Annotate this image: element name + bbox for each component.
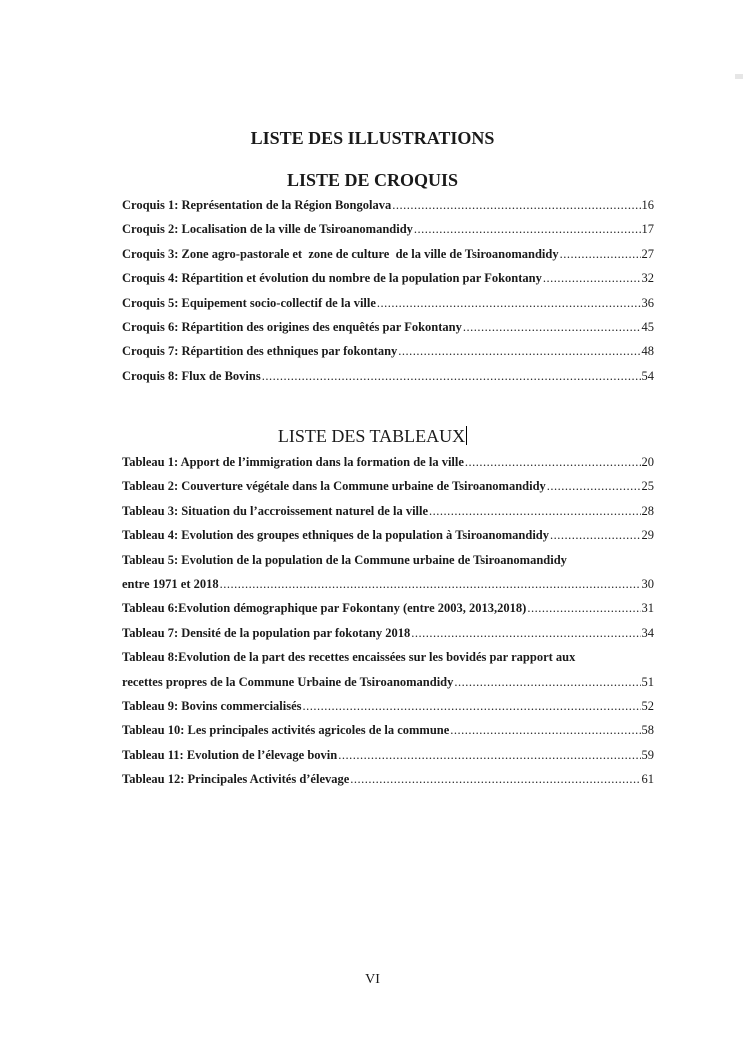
tableau-entry[interactable]	[122, 626, 654, 650]
entry-label: Tableau 9: Bovins commercialisés	[122, 698, 302, 713]
entry-page-number: 25	[641, 479, 654, 494]
text-cursor	[466, 426, 467, 445]
entry-label: Croquis 5: Equipement socio-collectif de la ville	[122, 295, 376, 310]
tableaux-section-title	[0, 426, 745, 447]
entry-page-number: 28	[641, 503, 654, 518]
tableaux-list	[122, 455, 654, 796]
dot-leader	[414, 222, 641, 237]
entry-label: Croquis 8: Flux de Bovins	[122, 368, 261, 383]
croquis-entry[interactable]	[122, 344, 654, 368]
dot-leader	[338, 748, 640, 763]
entry-label: Tableau 6:Evolution démographique par Fokontany (entre 2003, 2013,2018)	[122, 601, 527, 616]
croquis-entry[interactable]	[122, 271, 654, 295]
dot-leader	[350, 772, 640, 787]
entry-page-number: 58	[641, 723, 654, 738]
dot-leader	[220, 577, 641, 592]
entry-label: Croquis 4: Répartition et évolution du nombre de la population par Fokontany	[122, 271, 542, 286]
dot-leader	[450, 723, 640, 738]
dot-leader	[527, 601, 640, 616]
entry-page-number: 29	[641, 528, 654, 543]
tableau-entry[interactable]	[122, 455, 654, 479]
croquis-list	[122, 198, 654, 393]
entry-label: Tableau 4: Evolution des groupes ethniques de la population à Tsiroanomandidy	[122, 528, 549, 543]
entry-page-number: 51	[641, 674, 654, 689]
dot-leader	[392, 198, 640, 213]
page-number-footer: VI	[365, 972, 380, 987]
entry-page-number: 32	[641, 271, 654, 286]
tableau-entry[interactable]	[122, 577, 654, 601]
dot-leader	[262, 369, 641, 384]
dot-leader	[429, 504, 640, 519]
tableau-entry[interactable]	[122, 675, 654, 699]
entry-page-number: 30	[641, 576, 654, 591]
dot-leader	[560, 247, 641, 262]
entry-label: Croquis 1: Représentation de la Région Bongolava	[122, 198, 392, 212]
tableau-entry-first-line[interactable]: Tableau 8:Evolution de la part des recettes encaissées sur les bovidés par rapport aux	[122, 650, 576, 665]
entry-label: Tableau 3: Situation du l’accroissement naturel de la ville	[122, 503, 429, 518]
entry-label: Tableau 11: Evolution de l’élevage bovin	[122, 747, 338, 762]
dot-leader	[398, 344, 640, 359]
entry-page-number: 61	[641, 772, 654, 787]
entry-page-number: 45	[641, 319, 654, 334]
croquis-entry[interactable]	[122, 320, 654, 344]
dot-leader	[377, 296, 641, 311]
entry-page-number: 36	[641, 295, 654, 310]
entry-page-number: 20	[641, 455, 654, 469]
main-title: LISTE DES ILLUSTRATIONS	[250, 128, 495, 148]
scroll-marker[interactable]	[735, 74, 743, 79]
entry-page-number: 54	[641, 368, 654, 383]
entry-page-number: 34	[641, 625, 654, 640]
dot-leader	[547, 479, 641, 494]
tableau-entry-first-line[interactable]: Tableau 5: Evolution de la population de la Commune urbaine de Tsiroanomandidy	[122, 552, 567, 567]
entry-page-number: 17	[641, 222, 654, 237]
entry-page-number: 59	[641, 747, 654, 762]
entry-label: Croquis 6: Répartition des origines des enquêtés par Fokontany	[122, 319, 462, 334]
croquis-entry[interactable]	[122, 369, 654, 393]
dot-leader	[411, 626, 640, 641]
croquis-entry[interactable]	[122, 247, 654, 271]
entry-page-number: 27	[641, 246, 654, 261]
entry-page-number: 52	[641, 698, 654, 713]
entry-label: Tableau 2: Couverture végétale dans la Commune urbaine de Tsiroanomandidy	[122, 479, 546, 494]
entry-page-number: 31	[641, 601, 654, 616]
entry-label: Croquis 2: Localisation de la ville de Tsiroanomandidy	[122, 222, 413, 237]
entry-page-number: 48	[641, 344, 654, 359]
tableau-entry[interactable]	[122, 723, 654, 747]
entry-label: Tableau 7: Densité de la population par fokotany 2018	[122, 625, 411, 640]
tableau-entry[interactable]	[122, 504, 654, 528]
entry-label: Tableau 12: Principales Activités d’élevage	[122, 772, 350, 787]
dot-leader	[550, 528, 641, 543]
entry-label: Tableau 10: Les principales activités agricoles de la commune	[122, 723, 450, 738]
tableau-entry[interactable]	[122, 748, 654, 772]
croquis-entry[interactable]	[122, 296, 654, 320]
entry-page-number: 16	[641, 198, 654, 212]
croquis-entry[interactable]	[122, 198, 654, 222]
entry-label: Tableau 1: Apport de l’immigration dans la formation de la ville	[122, 455, 464, 469]
entry-label: Croquis 7: Répartition des ethniques par fokontany	[122, 344, 398, 359]
entry-label: recettes propres de la Commune Urbaine de Tsiroanomandidy	[122, 674, 454, 689]
entry-label: entre 1971 et 2018	[122, 576, 219, 591]
dot-leader	[303, 699, 641, 714]
entry-label: Croquis 3: Zone agro-pastorale et zone de culture de la ville de Tsiroanomandidy	[122, 246, 559, 261]
tableau-entry[interactable]	[122, 601, 654, 625]
tableaux-title-text[interactable]: LISTE DES TABLEAUX	[277, 426, 466, 446]
dot-leader	[543, 271, 641, 286]
tableau-entry[interactable]	[122, 479, 654, 503]
tableau-entry[interactable]	[122, 772, 654, 796]
dot-leader	[465, 455, 641, 470]
croquis-section-title: LISTE DE CROQUIS	[286, 170, 459, 190]
dot-leader	[454, 675, 640, 690]
tableau-entry[interactable]	[122, 528, 654, 552]
croquis-entry[interactable]	[122, 222, 654, 246]
tableau-entry[interactable]	[122, 699, 654, 723]
dot-leader	[463, 320, 641, 335]
